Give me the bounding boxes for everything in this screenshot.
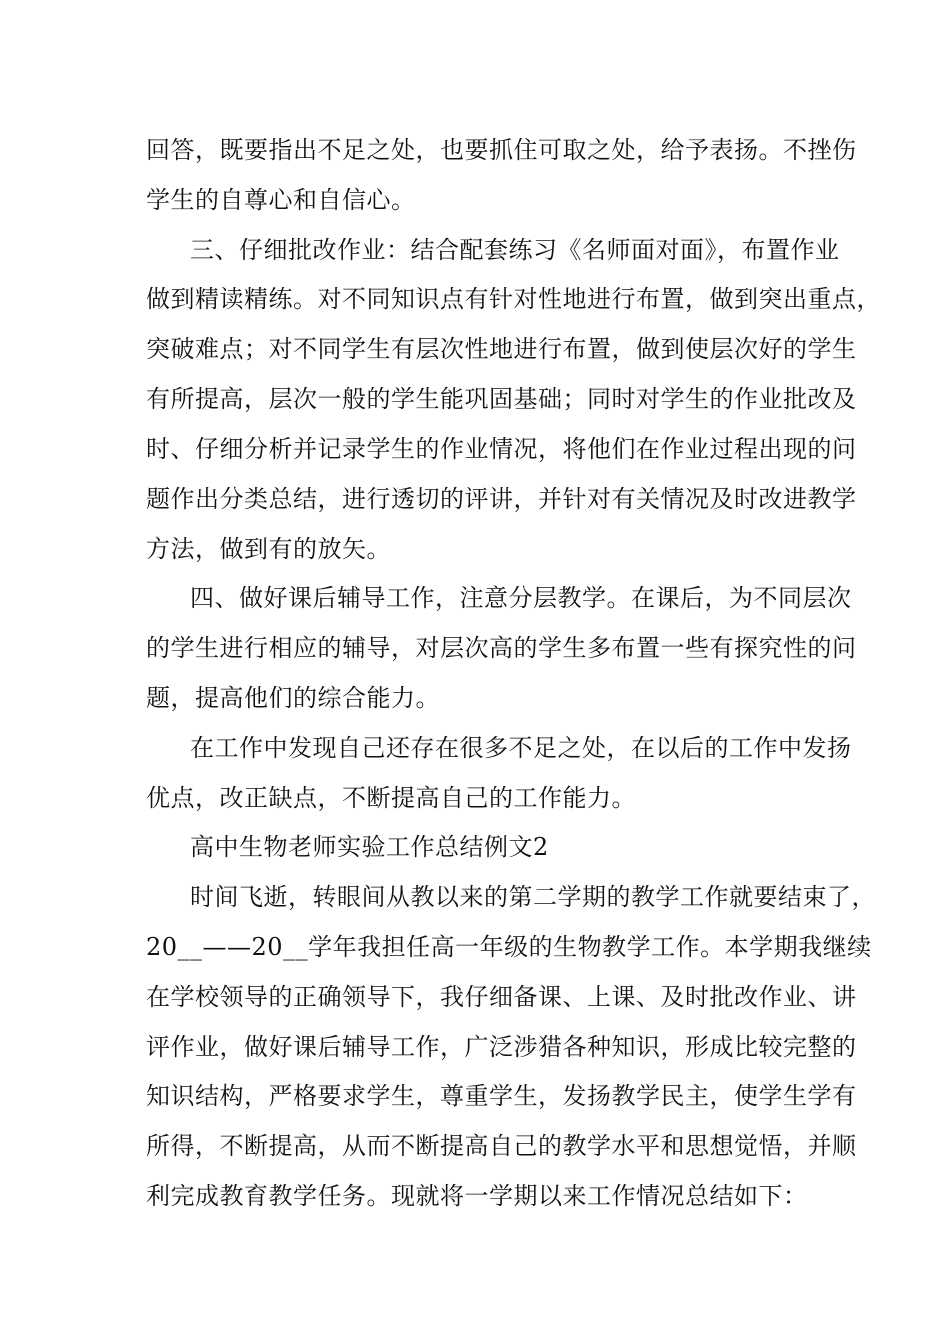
text-line: 做到精读精练。对不同知识点有针对性地进行布置，做到突出重点， [146,285,881,313]
text-line: 所得，不断提高，从而不断提高自己的教学水平和思想觉悟，并顺 [146,1132,857,1160]
text-line: 20__——20__学年我担任高一年级的生物教学工作。本学期我继续 [146,933,872,961]
paragraph-start-line: 在工作中发现自己还存在很多不足之处，在以后的工作中发扬 [190,734,852,762]
text-line: 优点，改正缺点，不断提高自己的工作能力。 [146,784,636,812]
text-line: 知识结构，严格要求学生，尊重学生，发扬教学民主，使学生学有 [146,1082,857,1110]
paragraph-start-line: 四、做好课后辅导工作，注意分层教学。在课后，为不同层次 [190,584,852,612]
text-line: 方法，做到有的放矢。 [146,535,391,563]
text-line: 时、仔细分析并记录学生的作业情况，将他们在作业过程出现的问 [146,435,857,463]
text-line: 题作出分类总结，进行透切的评讲，并针对有关情况及时改进教学 [146,485,857,513]
text-line: 的学生进行相应的辅导，对层次高的学生多布置一些有探究性的问 [146,634,857,662]
text-line: 突破难点；对不同学生有层次性地进行布置，做到使层次好的学生 [146,335,857,363]
text-line: 利完成教育教学任务。现就将一学期以来工作情况总结如下： [146,1182,808,1210]
section-heading: 高中生物老师实验工作总结例文2 [190,833,549,861]
text-line: 学生的自尊心和自信心。 [146,186,416,214]
text-line: 在学校领导的正确领导下，我仔细备课、上课、及时批改作业、讲 [146,983,857,1011]
text-line: 评作业，做好课后辅导工作，广泛涉猎各种知识，形成比较完整的 [146,1033,857,1061]
text-line: 回答，既要指出不足之处，也要抓住可取之处，给予表扬。不挫伤 [146,136,857,164]
text-line: 题，提高他们的综合能力。 [146,684,440,712]
paragraph-start-line: 时间飞逝，转眼间从教以来的第二学期的教学工作就要结束了， [190,883,876,911]
paragraph-start-line: 三、仔细批改作业：结合配套练习《名师面对面》，布置作业 [190,236,840,264]
text-line: 有所提高，层次一般的学生能巩固基础；同时对学生的作业批改及 [146,385,857,413]
